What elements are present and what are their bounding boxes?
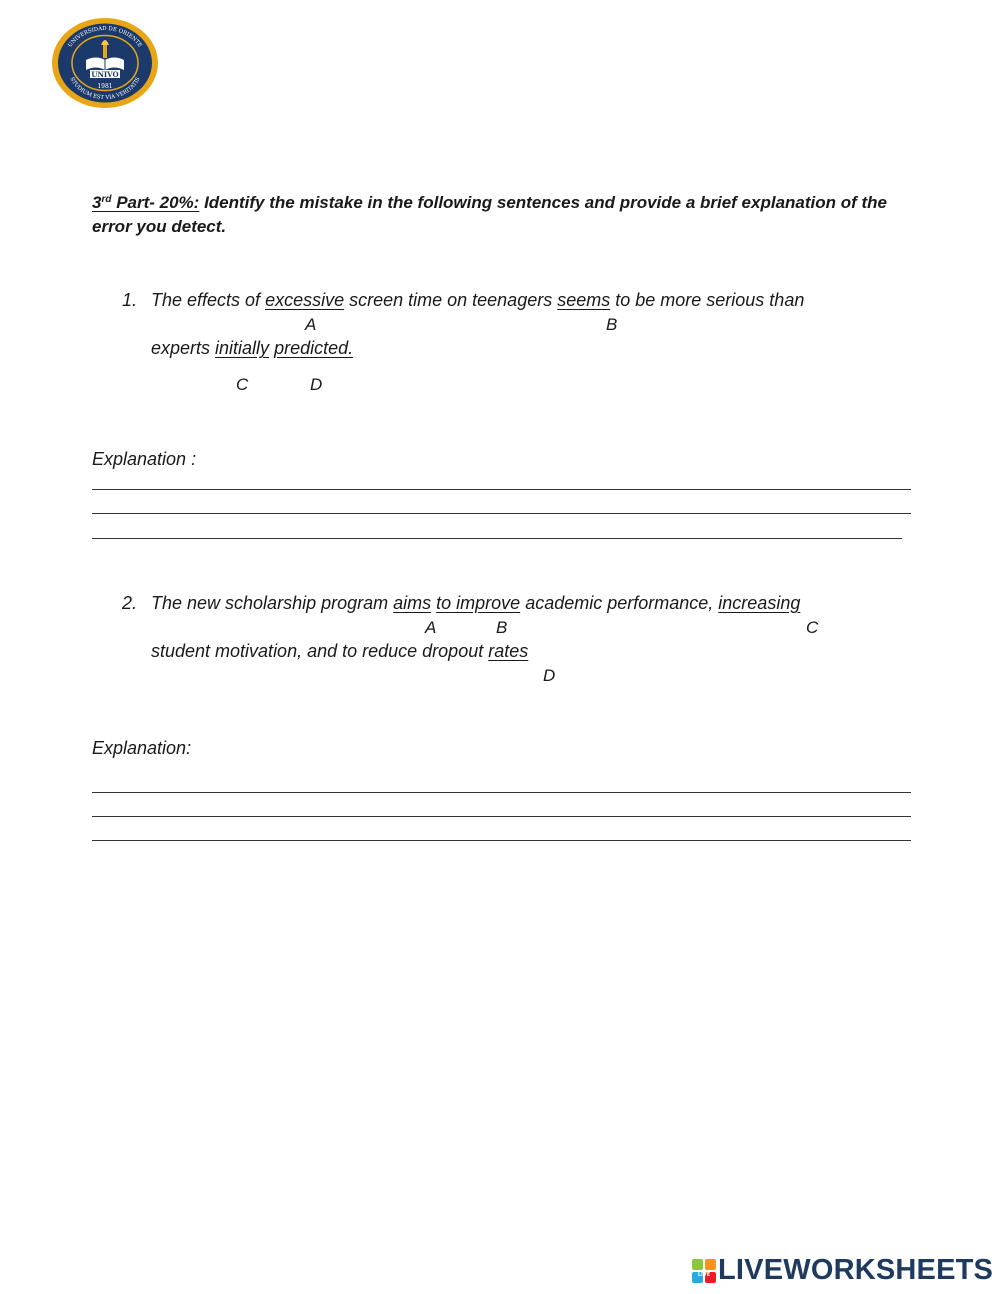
q1-option-a-word: excessive [265, 290, 345, 310]
seal-name-text: UNIVO [91, 70, 119, 79]
q1-text: to be more serious than [610, 290, 805, 310]
q1-label-b: B [606, 315, 618, 334]
part-instruction: Identify the mistake in the following sentences and provide a brief explanation of the error you detect. [92, 193, 888, 236]
q1-label-c: C [236, 375, 249, 394]
q2-label-b: B [496, 618, 508, 637]
q1-label-d: D [310, 375, 323, 394]
q2-text: student motivation, and to reduce dropout [151, 641, 489, 661]
part-ordinal: rd [101, 194, 112, 205]
q1-sentence-line1 [151, 289, 804, 311]
q1-option-c-word: initially [215, 338, 270, 358]
seal-year-text: 1981 [97, 83, 113, 90]
q1-text: The effects of [151, 290, 266, 310]
seal-bottom-text: STUDIUM EST VIA VERITATIS [68, 76, 142, 102]
part-number: 3 [92, 193, 102, 212]
q2-answer-line-2[interactable] [92, 816, 911, 817]
liveworksheets-brand[interactable]: LIVEWORKSHEETS [718, 1254, 994, 1286]
q1-option-b-word: seems [557, 290, 611, 310]
q2-number: 2. [122, 593, 138, 613]
seal-top-text: UNIVERSIDAD DE ORIENTE [67, 25, 143, 49]
q2-option-d-word: rates [488, 641, 529, 661]
q2-option-c-word: increasing [718, 593, 801, 613]
q1-answer-line-2[interactable] [92, 513, 911, 514]
part-percent: Part- 20%: [111, 193, 200, 212]
q2-option-a-word: aims [393, 593, 432, 613]
q1-label-a: A [305, 315, 317, 334]
q2-sentence-line1 [151, 592, 800, 614]
q2-answer-line-1[interactable] [92, 792, 911, 793]
brand-side-text: LIVE [697, 1272, 711, 1278]
q2-label-a: A [425, 618, 437, 637]
q1-explanation-label: Explanation : [92, 449, 197, 469]
q1-sentence-line2 [151, 337, 353, 359]
q2-text: The new scholarship program [151, 593, 394, 613]
q2-label-d: D [543, 666, 556, 685]
q2-answer-line-3[interactable] [92, 840, 911, 841]
liveworksheets-logo-icon [692, 1259, 716, 1283]
q2-text: academic performance, [520, 593, 719, 613]
q1-answer-line-3[interactable] [92, 538, 902, 539]
q2-label-c: C [806, 618, 819, 637]
q2-explanation-label: Explanation: [92, 738, 192, 758]
q1-text: experts [151, 338, 216, 358]
q2-option-b-word: to improve [436, 593, 521, 613]
q1-text: screen time on teenagers [344, 290, 558, 310]
part-heading [92, 191, 912, 239]
university-seal-logo [50, 17, 160, 109]
part-label [92, 193, 199, 212]
q1-number: 1. [122, 290, 138, 310]
q1-answer-line-1[interactable] [92, 489, 911, 490]
q2-sentence-line2 [151, 640, 528, 662]
q1-option-d-word: predicted. [274, 338, 354, 358]
